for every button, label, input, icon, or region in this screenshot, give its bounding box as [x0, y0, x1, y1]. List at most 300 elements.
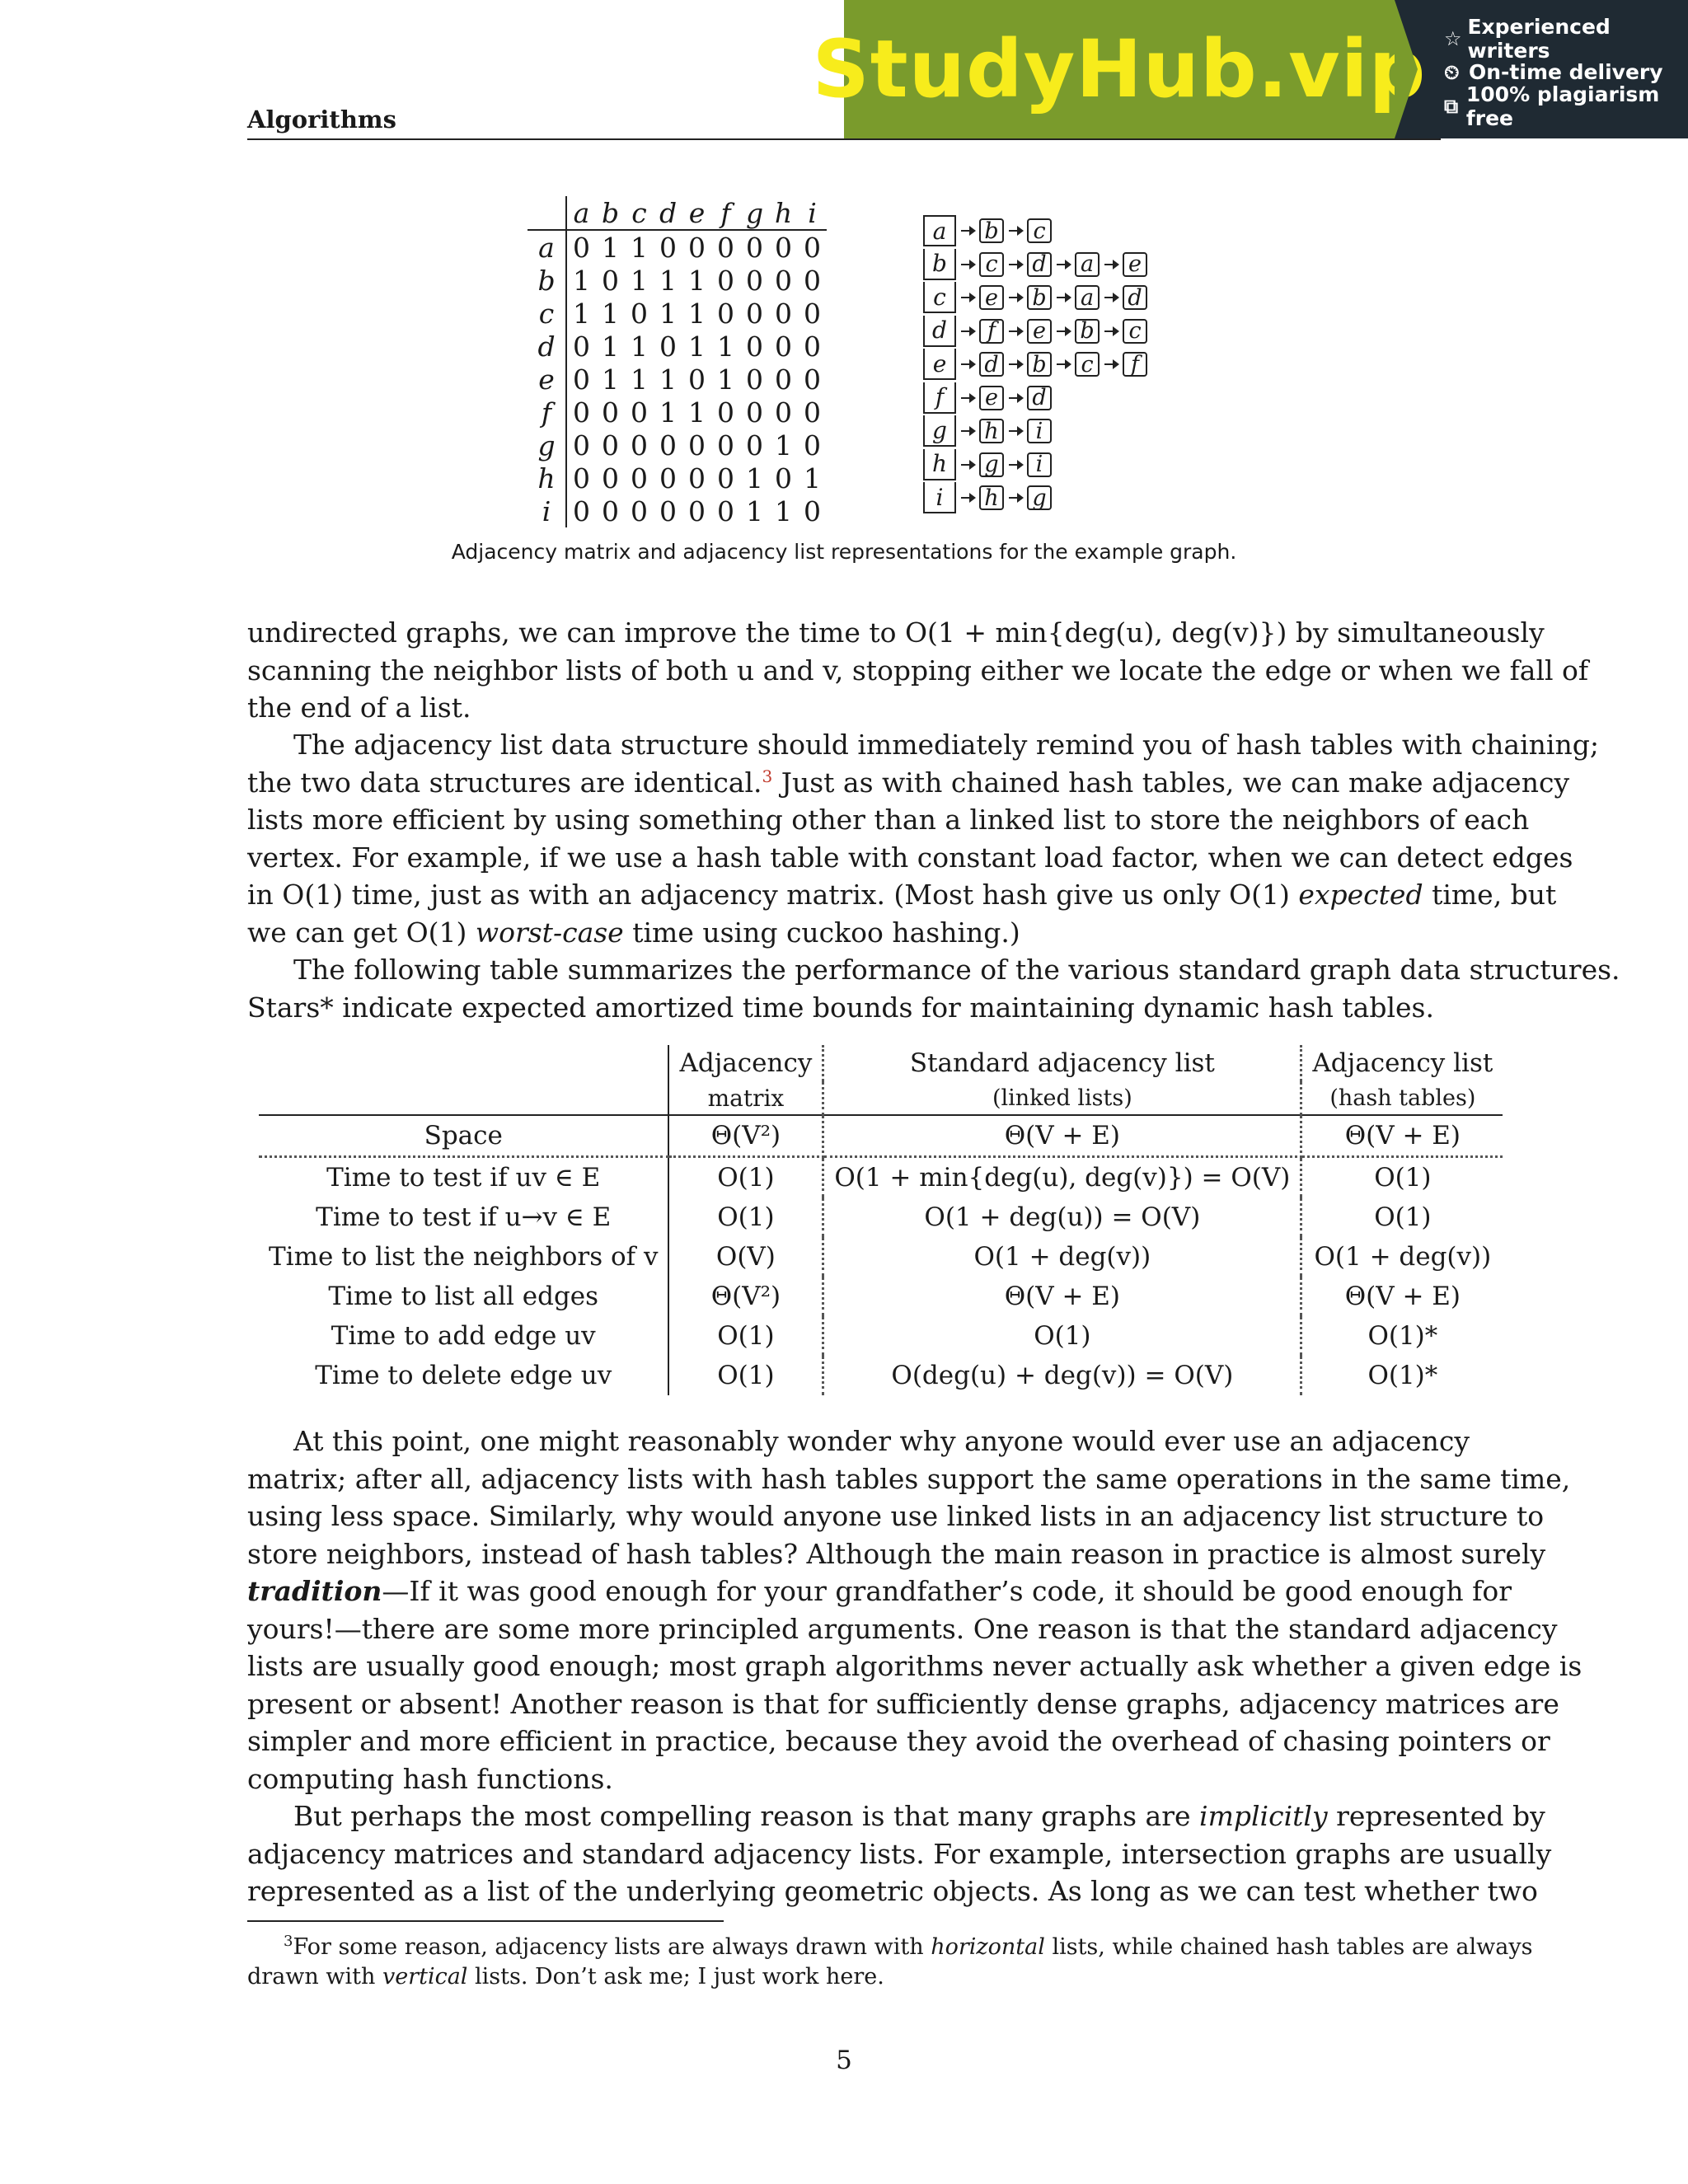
matrix-cell: 0	[775, 330, 792, 363]
arrow-icon	[1009, 297, 1022, 298]
text-line	[247, 764, 1570, 802]
arrow-icon	[1009, 330, 1022, 332]
matrix-cell: 0	[717, 462, 734, 494]
matrix-cell: 0	[688, 231, 706, 264]
arrow-icon	[961, 497, 974, 499]
table-cell: O(1)*	[1367, 1361, 1438, 1390]
footnote-line	[247, 1933, 1533, 1962]
adjacency-list-vertex: h	[923, 449, 956, 480]
matrix-cell: 0	[688, 429, 706, 462]
table-cell: O(1)	[668, 1157, 823, 1198]
table-body	[259, 1115, 1503, 1395]
matrix-cell: 1	[659, 297, 677, 330]
footnote	[247, 1933, 1533, 1992]
text-line: yours!—there are some more principled arguments. One reason is that the standard adjacency	[247, 1612, 1558, 1645]
table-cell: Time to test if u→v ∈ E	[316, 1202, 612, 1232]
table-row	[259, 1237, 1503, 1277]
text-line	[247, 876, 1557, 914]
matrix-cell: 0	[775, 462, 792, 494]
table-row	[259, 1356, 1503, 1395]
matrix-cell: 0	[602, 429, 619, 462]
table-header-row	[259, 1081, 1503, 1115]
adjacency-list-node: e	[979, 386, 1004, 410]
matrix-column-label: g	[740, 196, 769, 230]
adjacency-list-vertex: i	[923, 482, 956, 513]
adjacency-list-vertex: g	[923, 415, 956, 447]
matrix-cell: 0	[659, 462, 677, 494]
matrix-cell: 0	[746, 396, 763, 429]
table-cell: O(deg(u) + deg(v)) = O(V)	[823, 1356, 1301, 1395]
text-line: matrix; after all, adjacency lists with hash tables support the same operations in the same time,	[247, 1462, 1571, 1495]
matrix-cell: 1	[746, 462, 763, 494]
matrix-cell: 1	[717, 363, 734, 396]
paragraph-4	[247, 1422, 1582, 1797]
matrix-cell: 1	[573, 264, 590, 297]
matrix-cell: 0	[775, 297, 792, 330]
adjacency-list-node: b	[979, 218, 1004, 243]
table-cell: Θ(V + E)	[1344, 1282, 1461, 1311]
matrix-cell: 0	[746, 330, 763, 363]
adjacency-list-node: i	[1027, 419, 1052, 443]
matrix-cell: 1	[688, 330, 706, 363]
matrix-cell: 0	[602, 494, 619, 527]
adjacency-list-row	[923, 348, 1147, 381]
adjacency-list-row	[923, 382, 1052, 415]
adjacency-list-node: f	[1123, 352, 1147, 377]
text-line: The adjacency list data structure should immediately remind you of hash tables with chaining;	[293, 729, 1599, 761]
matrix-column-label: f	[711, 196, 740, 230]
table-cell: Θ(V + E)	[823, 1277, 1301, 1316]
table-row	[259, 1197, 1503, 1237]
adjacency-list-node: a	[1075, 252, 1100, 277]
matrix-column-label: a	[566, 196, 596, 230]
adjacency-list-vertex: d	[923, 316, 956, 347]
matrix-cell: 1	[659, 396, 677, 429]
table-row	[259, 1157, 1503, 1198]
matrix-cell: 0	[804, 396, 821, 429]
matrix-cell: 0	[775, 264, 792, 297]
arrow-icon	[1009, 230, 1022, 232]
matrix-row-label: h	[528, 462, 566, 494]
adjacency-list-node: c	[1123, 319, 1147, 344]
adjacency-list-node: d	[1123, 285, 1147, 310]
table-cell: O(1)	[668, 1356, 823, 1395]
banner-arrow-shape	[1395, 0, 1418, 138]
text-line	[247, 1572, 1512, 1610]
clock-icon: ⏲	[1444, 60, 1460, 84]
matrix-row	[528, 396, 827, 429]
matrix-cell: 0	[573, 494, 590, 527]
text-line: using less space. Similarly, why would anyone use linked lists in an adjacency list structure to	[247, 1500, 1545, 1532]
text-fragment: time, but	[1423, 879, 1557, 911]
table-row	[259, 1115, 1503, 1157]
paragraph-5	[247, 1797, 1552, 1910]
matrix-cell: 0	[746, 231, 763, 264]
table-header-cell	[259, 1081, 668, 1115]
paragraph-2	[247, 726, 1599, 951]
table-cell: O(1 + deg(v))	[1314, 1242, 1492, 1272]
matrix-cell: 0	[804, 363, 821, 396]
table-cell: Space	[259, 1115, 668, 1157]
header-rule	[247, 138, 1441, 140]
arrow-icon	[961, 397, 974, 399]
table-cell: Θ(V²)	[668, 1115, 823, 1157]
banner-features	[1395, 0, 1688, 138]
matrix-cell: 0	[631, 297, 648, 330]
banner-feature-label: On-time delivery	[1469, 60, 1663, 84]
matrix-cell: 0	[804, 494, 821, 527]
paragraph-1	[247, 614, 1589, 727]
text-fragment: For some reason, adjacency lists are always drawn with	[293, 1934, 931, 1960]
adjacency-list-row	[923, 315, 1147, 348]
text-line: computing hash functions.	[247, 1762, 613, 1795]
arrow-icon	[961, 464, 974, 466]
text-fragment: lists. Don’t ask me; I just work here.	[467, 1964, 884, 1990]
matrix-cell: 1	[602, 363, 619, 396]
emphasis-strong: tradition	[247, 1575, 382, 1607]
text-fragment: —If it was good enough for your grandfather’s code, it should be good enough for	[382, 1575, 1512, 1607]
table-cell: O(1)	[668, 1197, 823, 1237]
adjacency-list-node: d	[979, 352, 1004, 377]
footnote-line	[247, 1962, 1441, 1992]
matrix-row	[528, 363, 827, 396]
footnote-rule	[247, 1920, 724, 1922]
arrow-icon	[1009, 264, 1022, 265]
text-fragment: drawn with	[247, 1964, 382, 1990]
text-line: Stars* indicate expected amortized time bounds for maintaining dynamic hash tables.	[247, 991, 1434, 1024]
matrix-row	[528, 330, 827, 363]
banner-logo-area[interactable]	[812, 0, 1427, 138]
table-cell: O(1)*	[1367, 1321, 1438, 1351]
banner-feature-label: 100% plagiarism free	[1465, 82, 1660, 130]
arrow-icon	[1104, 264, 1118, 265]
matrix-cell: 1	[746, 494, 763, 527]
text-fragment: represented by	[1327, 1800, 1545, 1832]
adjacency-list-row	[923, 481, 1052, 514]
table-header-cell: (hash tables)	[1329, 1085, 1476, 1111]
matrix-row	[528, 462, 827, 494]
page-number: 5	[836, 2046, 852, 2075]
banner-feature	[1444, 82, 1688, 130]
matrix-cell: 1	[602, 297, 619, 330]
adjacency-list-vertex: c	[923, 282, 956, 313]
text-line: simpler and more efficient in practice, because they avoid the overhead of chasing pointers or	[247, 1725, 1550, 1757]
matrix-cell: 0	[746, 297, 763, 330]
matrix-row	[528, 494, 827, 527]
adjacency-list-node: d	[1027, 252, 1052, 277]
matrix-cell: 1	[602, 330, 619, 363]
text-fragment: lists, while chained hash tables are always	[1044, 1934, 1533, 1960]
matrix-cell: 0	[659, 494, 677, 527]
table-cell: Time to test if uv ∈ E	[326, 1163, 601, 1193]
matrix-cell: 0	[688, 363, 706, 396]
matrix-cell: 0	[775, 396, 792, 429]
text-line: undirected graphs, we can improve the time to O(1 + min{deg(u), deg(v)}) by simultaneously	[247, 616, 1545, 649]
matrix-row-label: f	[528, 396, 566, 429]
adjacency-list-vertex: b	[923, 249, 956, 280]
text-fragment: in O(1) time, just as with an adjacency matrix. (Most hash give us only O(1)	[247, 879, 1299, 911]
arrow-icon	[1009, 464, 1022, 466]
matrix-cell: 1	[717, 330, 734, 363]
matrix-corner	[528, 196, 566, 230]
matrix-column-label: d	[654, 196, 682, 230]
matrix-cell: 0	[573, 396, 590, 429]
matrix-cell: 0	[717, 231, 734, 264]
adjacency-list-node: b	[1027, 352, 1052, 377]
emphasis: implicitly	[1199, 1800, 1328, 1832]
table-cell: Time to list the neighbors of v	[269, 1242, 659, 1272]
performance-table	[259, 1045, 1503, 1395]
table-header-cell	[259, 1045, 668, 1081]
text-line: present or absent! Another reason is that for sufficiently dense graphs, adjacency matrices are	[247, 1687, 1559, 1720]
text-line: the end of a list.	[247, 691, 471, 724]
adjacency-list-node: d	[1027, 386, 1052, 410]
adjacency-list-row	[923, 214, 1052, 247]
table-cell: Θ(V + E)	[823, 1115, 1301, 1157]
matrix-row-label: c	[528, 297, 566, 330]
arrow-icon	[1104, 363, 1118, 365]
text-line: The following table summarizes the performance of the various standard graph data structures.	[293, 954, 1620, 986]
adjacency-list-node: b	[1027, 285, 1052, 310]
table-header-cell: matrix	[668, 1081, 823, 1115]
matrix-cell: 0	[631, 396, 648, 429]
studyhub-banner[interactable]	[812, 0, 1688, 138]
text-line: At this point, one might reasonably wonder why anyone would ever use an adjacency	[293, 1425, 1470, 1457]
matrix-cell: 0	[659, 330, 677, 363]
emphasis: worst-case	[475, 916, 624, 949]
matrix-cell: 0	[717, 396, 734, 429]
matrix-cell: 1	[631, 363, 648, 396]
adjacency-list-node: e	[1027, 319, 1052, 344]
adjacency-list-vertex: a	[923, 215, 956, 246]
matrix-row-label: a	[528, 230, 566, 264]
matrix-row-label: b	[528, 264, 566, 297]
arrow-icon	[1009, 363, 1022, 365]
adjacency-list-row	[923, 281, 1147, 314]
adjacency-list-node: c	[979, 252, 1004, 277]
table-cell: O(1)	[1374, 1202, 1432, 1232]
arrow-icon	[961, 297, 974, 298]
matrix-cell: 1	[631, 231, 648, 264]
text-fragment: Just as with chained hash tables, we can make adjacency	[772, 766, 1570, 799]
adjacency-matrix	[528, 196, 827, 527]
star-outline-icon: ☆	[1444, 26, 1462, 50]
matrix-cell: 0	[602, 396, 619, 429]
matrix-row-label: g	[528, 429, 566, 462]
table-header-row	[259, 1045, 1503, 1081]
table-row	[259, 1316, 1503, 1356]
matrix-cell: 1	[688, 396, 706, 429]
matrix-column-label: h	[769, 196, 798, 230]
table-header-cell: Standard adjacency list	[823, 1045, 1301, 1081]
matrix-cell: 0	[746, 264, 763, 297]
arrow-icon	[1009, 397, 1022, 399]
matrix-column-label: c	[625, 196, 654, 230]
adjacency-list-node: a	[1075, 285, 1100, 310]
matrix-cell: 0	[631, 462, 648, 494]
matrix-cell: 1	[775, 494, 792, 527]
banner-feature-label: Experienced writers	[1467, 14, 1611, 63]
table-cell: O(1)	[823, 1316, 1301, 1356]
matrix-cell: 0	[573, 330, 590, 363]
emphasis: vertical	[382, 1964, 468, 1990]
table-header-cell: Adjacency	[668, 1045, 823, 1081]
adjacency-list-node: e	[1123, 252, 1147, 277]
arrow-icon	[1009, 497, 1022, 499]
adjacency-list-row	[923, 415, 1052, 448]
adjacency-list-node: h	[979, 419, 1004, 443]
banner-logo[interactable]: StudyHub.vip	[812, 23, 1427, 115]
arrow-icon	[961, 363, 974, 365]
matrix-cell: 0	[631, 429, 648, 462]
matrix-cell: 0	[602, 462, 619, 494]
text-line: vertex. For example, if we use a hash table with constant load factor, when we can detect edges	[247, 841, 1573, 874]
text-fragment: time using cuckoo hashing.)	[623, 916, 1020, 949]
text-line: store neighbors, instead of hash tables? Although the main reason in practice is almost surely	[247, 1537, 1546, 1570]
text-line: represented as a list of the underlying geometric objects. As long as we can test whether two	[247, 1875, 1538, 1907]
adjacency-list-row	[923, 248, 1147, 281]
matrix-cell: 1	[573, 297, 590, 330]
text-fragment: But perhaps the most compelling reason is that many graphs are	[293, 1800, 1200, 1832]
adjacency-list-node: e	[979, 285, 1004, 310]
text-line: lists are usually good enough; most graph algorithms never actually ask whether a given edge is	[247, 1650, 1582, 1682]
paragraph-3	[247, 951, 1620, 1026]
text-line	[247, 914, 1441, 952]
matrix-cell: 1	[688, 297, 706, 330]
matrix-row	[528, 230, 827, 264]
matrix-row-label: d	[528, 330, 566, 363]
matrix-cell: 0	[804, 297, 821, 330]
matrix-row	[528, 429, 827, 462]
table-cell: Θ(V + E)	[1301, 1115, 1503, 1157]
adjacency-list-node: f	[979, 319, 1004, 344]
matrix-cell: 0	[573, 429, 590, 462]
table-cell: Time to list all edges	[328, 1282, 599, 1311]
adjacency-list-row	[923, 448, 1052, 481]
text-line: lists more efficient by using something other than a linked list to store the neighbors of each	[247, 804, 1530, 836]
matrix-cell: 0	[804, 231, 821, 264]
matrix-column-label: e	[682, 196, 711, 230]
matrix-column-label: i	[798, 196, 827, 230]
figure-caption: Adjacency matrix and adjacency list representations for the example graph.	[451, 540, 1237, 564]
arrow-icon	[1104, 297, 1118, 298]
matrix-cell: 0	[717, 264, 734, 297]
arrow-icon	[961, 430, 974, 432]
table-header-cell: (linked lists)	[823, 1081, 1301, 1115]
matrix-column-label: b	[596, 196, 625, 230]
footnote-number: 3	[284, 1933, 293, 1950]
table-cell: O(1 + min{deg(u), deg(v)}) = O(V)	[823, 1157, 1301, 1198]
arrow-icon	[1009, 430, 1022, 432]
figure-graph-representations	[0, 190, 1688, 569]
table-cell: O(1 + deg(u)) = O(V)	[823, 1197, 1301, 1237]
table-cell: Θ(V²)	[668, 1277, 823, 1316]
matrix-cell: 1	[659, 363, 677, 396]
matrix-cell: 0	[573, 462, 590, 494]
matrix-cell: 1	[688, 264, 706, 297]
matrix-cell: 0	[717, 297, 734, 330]
adjacency-list-node: c	[1027, 218, 1052, 243]
adjacency-list-vertex: f	[923, 382, 956, 414]
table-row	[259, 1277, 1503, 1316]
adjacency-list-vertex: e	[923, 349, 956, 380]
running-head: Algorithms	[247, 105, 396, 134]
matrix-cell: 1	[602, 231, 619, 264]
matrix-cell: 0	[688, 494, 706, 527]
matrix-cell: 0	[717, 494, 734, 527]
adjacency-list-node: b	[1075, 319, 1100, 344]
text-line: adjacency matrices and standard adjacency lists. For example, intersection graphs are usually	[247, 1837, 1552, 1870]
text-line	[247, 1797, 1545, 1835]
matrix-row	[528, 264, 827, 297]
text-line: scanning the neighbor lists of both u and v, stopping either we locate the edge or when we fall of	[247, 654, 1589, 687]
matrix-cell: 0	[659, 429, 677, 462]
copy-icon: ⧉	[1444, 94, 1459, 118]
table-cell: O(V)	[668, 1237, 823, 1277]
arrow-icon	[961, 264, 974, 265]
arrow-icon	[961, 330, 974, 332]
matrix-cell: 0	[573, 231, 590, 264]
adjacency-list-node: i	[1027, 452, 1052, 477]
matrix-cell: 0	[659, 231, 677, 264]
adjacency-list-node: g	[1027, 485, 1052, 510]
arrow-icon	[1057, 297, 1070, 298]
text-fragment: we can get O(1)	[247, 916, 476, 949]
emphasis: expected	[1298, 879, 1423, 911]
adjacency-list-node: h	[979, 485, 1004, 510]
matrix-cell: 1	[659, 264, 677, 297]
adjacency-list-node: g	[979, 452, 1004, 477]
matrix-row	[528, 297, 827, 330]
matrix-cell: 0	[775, 363, 792, 396]
table-header-cell: Adjacency list	[1312, 1048, 1493, 1078]
table-cell: O(1)	[1374, 1163, 1432, 1193]
matrix-cell: 1	[631, 330, 648, 363]
table-cell: Time to add edge uv	[331, 1321, 596, 1351]
matrix-row-label: i	[528, 494, 566, 527]
matrix-cell: 0	[804, 264, 821, 297]
matrix-cell: 0	[688, 462, 706, 494]
banner-feature	[1444, 14, 1688, 63]
matrix-cell: 0	[746, 363, 763, 396]
arrow-icon	[961, 230, 974, 232]
matrix-cell: 0	[804, 330, 821, 363]
matrix-cell: 0	[717, 429, 734, 462]
matrix-header-row	[528, 196, 827, 230]
emphasis: horizontal	[931, 1934, 1045, 1960]
matrix-cell: 0	[602, 264, 619, 297]
matrix-cell: 0	[775, 231, 792, 264]
arrow-icon	[1057, 264, 1070, 265]
footnote-marker[interactable]: 3	[762, 766, 773, 786]
matrix-cell: 1	[775, 429, 792, 462]
matrix-cell: 0	[746, 429, 763, 462]
arrow-icon	[1104, 330, 1118, 332]
table-cell: O(1 + deg(v))	[823, 1237, 1301, 1277]
matrix-cell: 0	[804, 429, 821, 462]
arrow-icon	[1057, 330, 1070, 332]
matrix-cell: 1	[804, 462, 821, 494]
text-fragment: the two data structures are identical.	[247, 766, 762, 799]
matrix-cell: 1	[631, 264, 648, 297]
matrix-cell: 0	[631, 494, 648, 527]
table-cell: Time to delete edge uv	[315, 1361, 612, 1390]
adjacency-list-node: c	[1075, 352, 1100, 377]
matrix-cell: 0	[573, 363, 590, 396]
table-cell: O(1)	[668, 1316, 823, 1356]
arrow-icon	[1057, 363, 1070, 365]
matrix-row-label: e	[528, 363, 566, 396]
